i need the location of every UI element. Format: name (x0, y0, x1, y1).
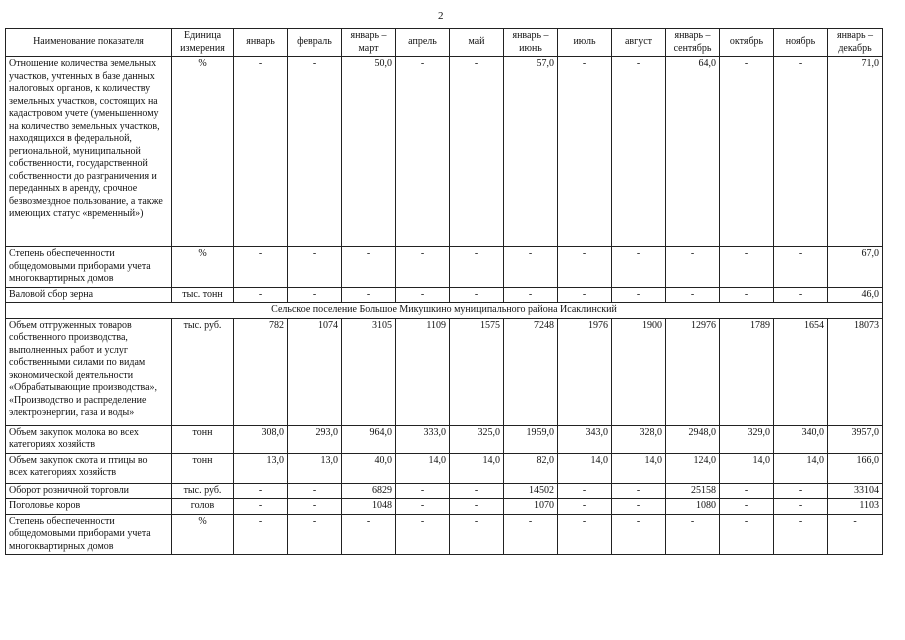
table-row (6, 483, 883, 499)
indicator-name: Объем закупок скота и птицы во всех категориях хозяйств (6, 453, 172, 483)
indicator-value: 14,0 (558, 453, 612, 483)
indicator-value: 329,0 (720, 425, 774, 453)
indicator-value: 166,0 (828, 453, 883, 483)
indicator-value: - (234, 499, 288, 515)
table-row (6, 318, 883, 425)
indicator-value: 1103 (828, 499, 883, 515)
indicator-value: 333,0 (396, 425, 450, 453)
table-row (6, 247, 883, 288)
indicator-unit: тонн (172, 425, 234, 453)
indicator-value: 18073 (828, 318, 883, 425)
indicator-value: 293,0 (288, 425, 342, 453)
indicator-value: - (666, 514, 720, 555)
indicator-value: - (288, 57, 342, 247)
indicator-value: - (234, 514, 288, 555)
indicator-value: - (450, 287, 504, 303)
indicator-value: - (774, 57, 828, 247)
indicator-value: 308,0 (234, 425, 288, 453)
indicator-value: - (396, 57, 450, 247)
table-header-row (6, 29, 883, 57)
indicator-value: 40,0 (342, 453, 396, 483)
indicator-value: - (342, 287, 396, 303)
table-row (6, 453, 883, 483)
indicator-value: - (450, 499, 504, 515)
indicator-value: 3105 (342, 318, 396, 425)
indicator-value: - (774, 247, 828, 288)
table-body (6, 57, 883, 555)
indicator-value: - (450, 57, 504, 247)
indicator-name: Отношение количества земельных участков, учтенных в базе данных налоговых органов, к количеству земельных участков, состоящих на кадастровом учете (уменьшенному на количество земельных участков, находящихся в федеральной, региональной, муниципальной собственности, государственной собственности до разграничения и переданных в аренду, срочное безвозмездное пользование, а также имеющих статус «временный») (6, 57, 172, 247)
indicator-value: - (234, 57, 288, 247)
indicator-name: Объем отгруженных товаров собственного производства, выполненных работ и услуг собственными силами по видам экономической деятельности «Обрабатывающие производства», «Производство и распределение электроэнергии, газа и воды» (6, 318, 172, 425)
indicator-value: - (558, 483, 612, 499)
indicator-value: - (612, 514, 666, 555)
indicator-value: - (612, 57, 666, 247)
header-month: январь – июнь (504, 29, 558, 57)
indicator-value: 964,0 (342, 425, 396, 453)
indicator-unit: тыс. тонн (172, 287, 234, 303)
indicator-value: 14,0 (450, 453, 504, 483)
indicator-name: Поголовье коров (6, 499, 172, 515)
table-row (6, 425, 883, 453)
indicator-value: - (396, 514, 450, 555)
indicator-value: - (720, 483, 774, 499)
header-name: Наименование показателя (6, 29, 172, 57)
indicator-unit: % (172, 514, 234, 555)
indicator-value: 14502 (504, 483, 558, 499)
table-row (6, 499, 883, 515)
indicator-name: Валовой сбор зерна (6, 287, 172, 303)
indicator-value: - (234, 287, 288, 303)
header-month: январь – март (342, 29, 396, 57)
indicator-value: 12976 (666, 318, 720, 425)
indicator-value: - (774, 483, 828, 499)
indicator-value: - (450, 247, 504, 288)
indicator-value: 14,0 (720, 453, 774, 483)
indicator-value: - (558, 57, 612, 247)
indicator-name: Степень обеспеченности общедомовыми приборами учета многоквартирных домов (6, 514, 172, 555)
indicator-value: - (396, 483, 450, 499)
indicator-value: 50,0 (342, 57, 396, 247)
indicator-value: - (288, 499, 342, 515)
indicator-value: - (828, 514, 883, 555)
indicator-value: 13,0 (234, 453, 288, 483)
indicator-value: - (720, 287, 774, 303)
header-month: июль (558, 29, 612, 57)
indicator-value: - (450, 483, 504, 499)
indicator-value: - (612, 287, 666, 303)
indicator-value: - (774, 287, 828, 303)
indicator-value: - (558, 247, 612, 288)
indicator-value: 328,0 (612, 425, 666, 453)
header-month: февраль (288, 29, 342, 57)
indicator-value: 124,0 (666, 453, 720, 483)
header-month: январь – сентябрь (666, 29, 720, 57)
indicator-value: - (504, 514, 558, 555)
indicator-value: 1900 (612, 318, 666, 425)
indicator-value: 13,0 (288, 453, 342, 483)
indicator-value: 343,0 (558, 425, 612, 453)
table-row (6, 514, 883, 555)
indicator-value: - (720, 247, 774, 288)
indicator-value: 325,0 (450, 425, 504, 453)
indicator-value: - (288, 483, 342, 499)
indicator-value: - (342, 514, 396, 555)
indicator-value: 6829 (342, 483, 396, 499)
header-month: ноябрь (774, 29, 828, 57)
indicator-value: - (342, 247, 396, 288)
indicator-value: - (558, 499, 612, 515)
indicator-value: - (558, 287, 612, 303)
indicator-value: - (234, 247, 288, 288)
indicator-value: 14,0 (396, 453, 450, 483)
indicator-unit: голов (172, 499, 234, 515)
indicator-value: 1959,0 (504, 425, 558, 453)
indicator-value: - (720, 499, 774, 515)
indicator-value: 1074 (288, 318, 342, 425)
indicator-value: 340,0 (774, 425, 828, 453)
indicator-value: 1976 (558, 318, 612, 425)
indicator-value: - (396, 499, 450, 515)
indicator-value: - (504, 287, 558, 303)
indicator-value: 71,0 (828, 57, 883, 247)
indicator-value: - (396, 287, 450, 303)
indicator-value: 1789 (720, 318, 774, 425)
section-title: Сельское поселение Большое Микушкино муниципального района Исаклинский (6, 303, 883, 319)
indicator-value: - (288, 514, 342, 555)
indicator-unit: тонн (172, 453, 234, 483)
indicator-value: - (720, 57, 774, 247)
indicator-value: 7248 (504, 318, 558, 425)
indicator-value: - (612, 247, 666, 288)
indicator-value: 33104 (828, 483, 883, 499)
table-row (6, 57, 883, 247)
indicator-value: 57,0 (504, 57, 558, 247)
page-number: 2 (438, 10, 444, 22)
header-month: январь (234, 29, 288, 57)
indicator-value: - (558, 514, 612, 555)
indicator-value: - (774, 514, 828, 555)
table-row (6, 287, 883, 303)
indicator-value: 14,0 (612, 453, 666, 483)
header-month: апрель (396, 29, 450, 57)
indicator-value: - (666, 287, 720, 303)
header-month: май (450, 29, 504, 57)
indicator-value: 46,0 (828, 287, 883, 303)
section-row (6, 303, 883, 319)
indicator-name: Объем закупок молока во всех категориях хозяйств (6, 425, 172, 453)
indicator-value: 14,0 (774, 453, 828, 483)
indicator-value: - (720, 514, 774, 555)
indicators-table (5, 28, 883, 555)
indicator-value: - (450, 514, 504, 555)
indicator-value: 1070 (504, 499, 558, 515)
indicator-value: - (288, 287, 342, 303)
indicator-value: - (774, 499, 828, 515)
indicator-value: 2948,0 (666, 425, 720, 453)
indicator-name: Оборот розничной торговли (6, 483, 172, 499)
indicator-value: 1109 (396, 318, 450, 425)
indicator-unit: тыс. руб. (172, 483, 234, 499)
indicator-value: 1048 (342, 499, 396, 515)
indicator-value: - (612, 483, 666, 499)
indicator-value: - (504, 247, 558, 288)
indicator-value: 782 (234, 318, 288, 425)
indicator-value: 3957,0 (828, 425, 883, 453)
indicator-name: Степень обеспеченности общедомовыми приборами учета многоквартирных домов (6, 247, 172, 288)
indicator-value: - (234, 483, 288, 499)
indicator-value: 82,0 (504, 453, 558, 483)
indicator-value: - (396, 247, 450, 288)
indicator-value: - (288, 247, 342, 288)
indicator-unit: % (172, 247, 234, 288)
indicator-value: 67,0 (828, 247, 883, 288)
indicator-unit: % (172, 57, 234, 247)
header-month: октябрь (720, 29, 774, 57)
indicator-value: 1654 (774, 318, 828, 425)
indicator-value: 64,0 (666, 57, 720, 247)
indicator-value: - (612, 499, 666, 515)
indicator-value: - (666, 247, 720, 288)
header-unit: Единица измерения (172, 29, 234, 57)
indicator-unit: тыс. руб. (172, 318, 234, 425)
header-month: январь – декабрь (828, 29, 883, 57)
indicator-value: 25158 (666, 483, 720, 499)
indicator-value: 1080 (666, 499, 720, 515)
header-month: август (612, 29, 666, 57)
indicator-value: 1575 (450, 318, 504, 425)
